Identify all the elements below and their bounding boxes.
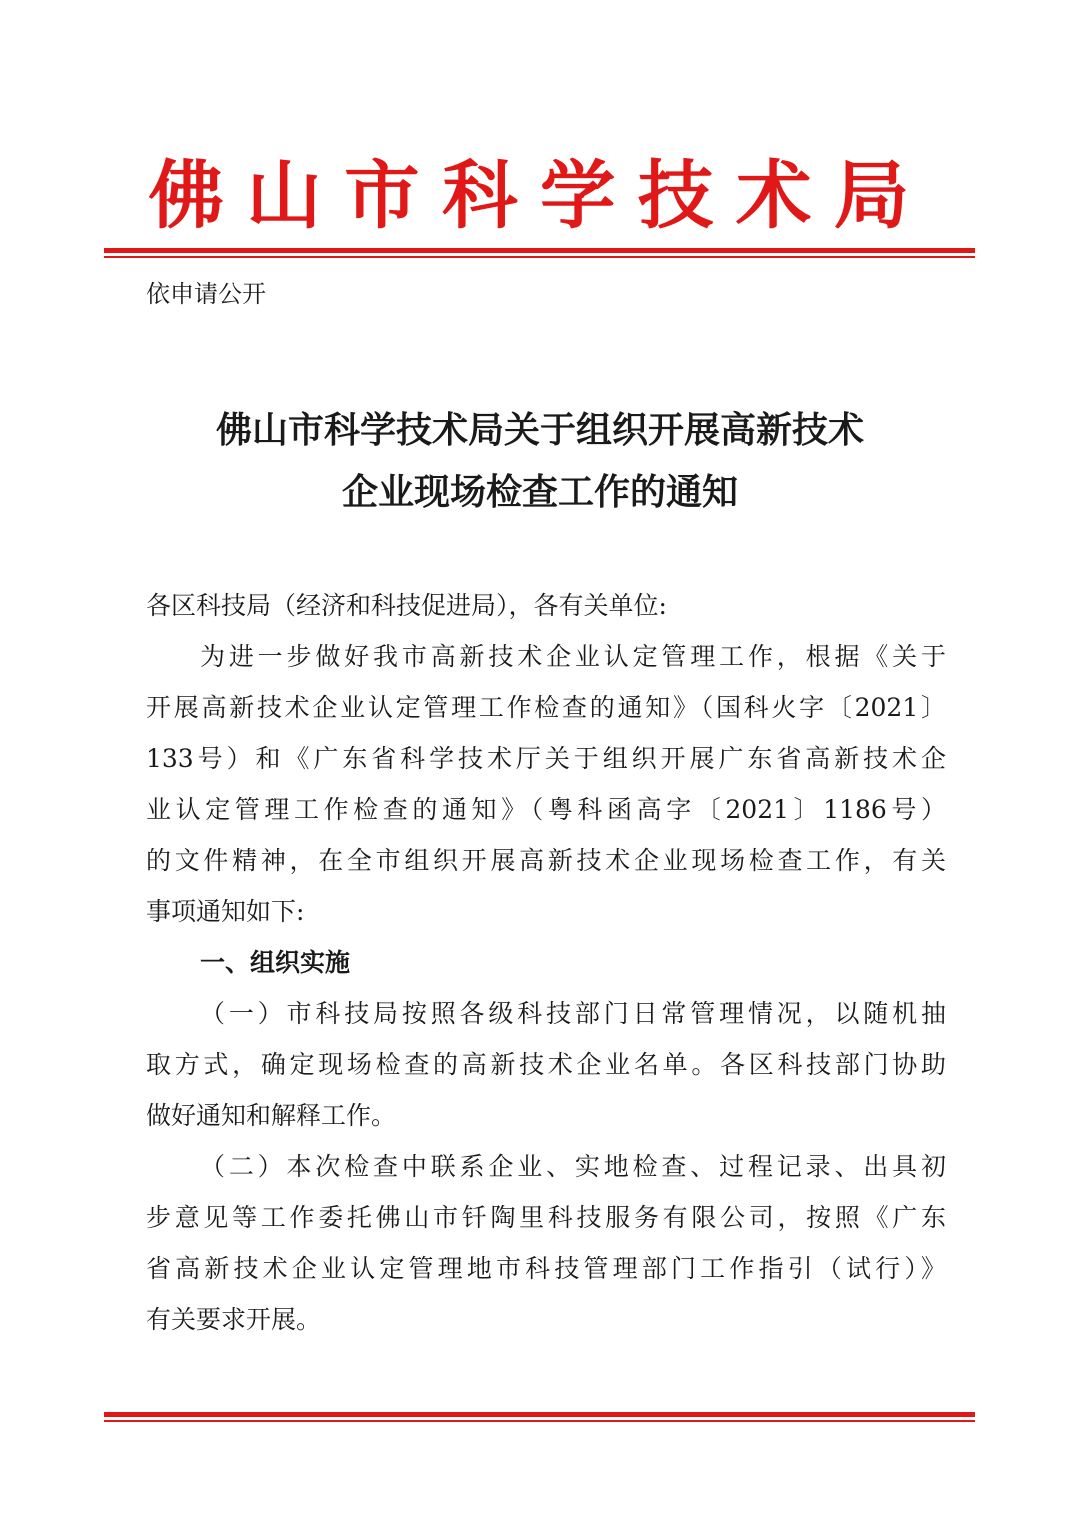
disclosure-label: 依申请公开 bbox=[146, 280, 266, 308]
paragraph-line: 有关要求开展。 bbox=[146, 1305, 322, 1334]
paragraph-line: 133号）和《广东省科学技术厅关于组织开展广东省高新技术企 bbox=[146, 744, 946, 773]
paragraph-line: 步意见等工作委托佛山市钎陶里科技服务有限公司，按照《广东 bbox=[146, 1203, 946, 1232]
footer-divider bbox=[104, 1412, 975, 1422]
agency-name-header: 佛山市科学技术局 bbox=[148, 153, 932, 239]
paragraph-line: 业认定管理工作检查的通知》（粤科函高字〔2021〕1186号） bbox=[146, 795, 946, 824]
paragraph-line: 做好通知和解释工作。 bbox=[146, 1101, 397, 1130]
document-title-line-2: 企业现场检查工作的通知 bbox=[341, 471, 738, 513]
paragraph-line: 取方式，确定现场检查的高新技术企业名单。各区科技部门协助 bbox=[146, 1050, 946, 1079]
masthead bbox=[0, 140, 1080, 240]
paragraph-line: （二）本次检查中联系企业、实地检查、过程记录、出具初 bbox=[200, 1152, 946, 1181]
paragraph-line: 为进一步做好我市高新技术企业认定管理工作，根据《关于 bbox=[200, 642, 946, 671]
paragraph-line: 事项通知如下: bbox=[146, 897, 305, 926]
section-heading: 一、组织实施 bbox=[200, 948, 351, 977]
paragraph-line: 开展高新技术企业认定管理工作检查的通知》（国科火字〔2021〕 bbox=[146, 693, 946, 722]
document-title-line-1: 佛山市科学技术局关于组织开展高新技术 bbox=[215, 409, 864, 451]
paragraph-line: 的文件精神，在全市组织开展高新技术企业现场检查工作，有关 bbox=[146, 846, 946, 875]
paragraph-line: （一）市科技局按照各级科技部门日常管理情况，以随机抽 bbox=[200, 999, 946, 1028]
salutation: 各区科技局（经济和科技促进局），各有关单位: bbox=[146, 591, 667, 620]
header-divider bbox=[104, 248, 975, 258]
paragraph-line: 省高新技术企业认定管理地市科技管理部门工作指引（试行）》 bbox=[146, 1254, 946, 1283]
